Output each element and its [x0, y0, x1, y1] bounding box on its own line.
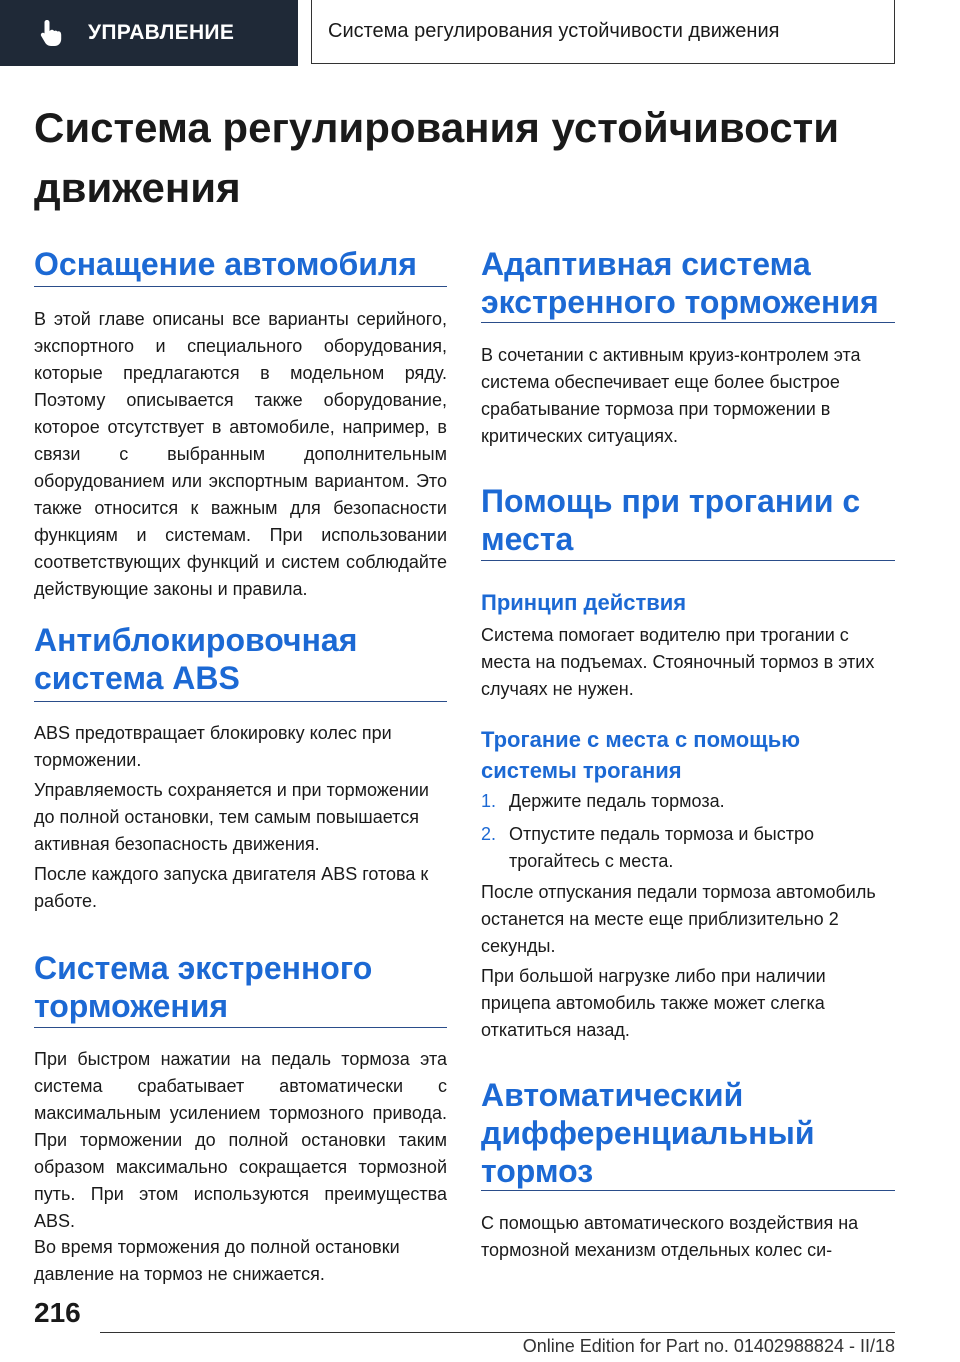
subheading-principle: Принцип действия — [481, 590, 687, 615]
heading-equipment: Оснащение автомобиля — [34, 246, 417, 282]
heading-rule — [34, 701, 447, 702]
step-text: Отпустите педаль тормоза и быстро трогайтесь с места. — [509, 824, 814, 871]
heading-rule — [34, 1027, 447, 1028]
paragraph-emergency-2: Во время торможения до полной остановки давление на тормоз не снижается. — [34, 1237, 400, 1284]
paragraph-adaptive: В сочетании с активным круиз-контролем эта система обеспечивает еще более быстрое срабатывание тормоза при торможении в критических ситуациях. — [481, 345, 861, 446]
paragraph-principle: Система помогает водителю при трогании с места на подъемах. Стояночный тормоз в этих случаях не нужен. — [481, 625, 875, 699]
heading-auto-diff-brake: Автоматический дифференциальный тормоз — [481, 1077, 815, 1189]
section-tab[interactable] — [0, 0, 298, 66]
heading-hill-start: Помощь при трогании с места — [481, 483, 861, 557]
heading-emergency-braking: Система экстренного торможения — [34, 950, 373, 1024]
page-title: Система регулирования устойчивости движения — [34, 104, 840, 211]
heading-rule — [481, 1190, 895, 1191]
step-number: 2. — [481, 824, 497, 844]
section-tab-label: УПРАВЛЕНИЕ — [88, 21, 235, 44]
edition-footer: Online Edition for Part no. 01402988824 - II/18 — [522, 1336, 895, 1356]
paragraph-abs-2: Управляемость сохраняется и при торможении до полной остановки, тем самым повышается активная безопасность движения. — [34, 780, 429, 854]
heading-rule — [481, 322, 895, 323]
paragraph-diff: С помощью автоматического воздействия на тормозной механизм отдельных колес си- — [481, 1213, 859, 1260]
heading-abs: Антиблокировочная система ABS — [34, 622, 358, 696]
heading-rule — [481, 560, 895, 561]
step-number: 1. — [481, 791, 497, 811]
heading-rule — [34, 286, 447, 287]
heading-adaptive-braking: Адаптивная система экстренного торможения — [481, 246, 879, 320]
paragraph-after-release: После отпускания педали тормоза автомобиль останется на месте еще приблизительно 2 секунды. — [481, 882, 876, 956]
chapter-tab[interactable] — [311, 0, 895, 64]
paragraph-abs-1: ABS предотвращает блокировку колес при торможении. — [34, 723, 392, 770]
paragraph-abs-3: После каждого запуска двигателя ABS готова к работе. — [34, 864, 429, 911]
page-number: 216 — [34, 1297, 81, 1328]
paragraph-emergency-1: При быстром нажатии на педаль тормоза эта система срабатывает автоматически с максимальным усилением тормозного привода. При торможении до полной остановки таким образом максимально сокращается тормозной путь. При этом используются преимущества ABS. — [34, 1049, 447, 1231]
subheading-moving-off: Трогание с места с помощью системы трогания — [481, 727, 801, 783]
footer-rule — [100, 1332, 895, 1333]
paragraph-trailer: При большой нагрузке либо при наличии прицепа автомобиль также может слегка откатиться назад. — [481, 966, 826, 1040]
hand-pointer-icon — [38, 18, 66, 48]
step-text: Держите педаль тормоза. — [509, 791, 725, 811]
paragraph-equipment: В этой главе описаны все варианты серийного, экспортного и специального оборудования, которые предлагаются в модельном ряду. Поэтому описывается также оборудование, которое отсутствует в автомобиле, например, в связи с выбранным дополнительным оборудованием или экспортным вариантом. Это также относится к важным для безопасности функциям и системам. При использовании соответствующих функций и систем соблюдайте действующие законы и правила. — [34, 309, 447, 599]
page-header — [0, 0, 960, 66]
chapter-tab-label: Система регулирования устойчивости движения — [328, 20, 780, 42]
